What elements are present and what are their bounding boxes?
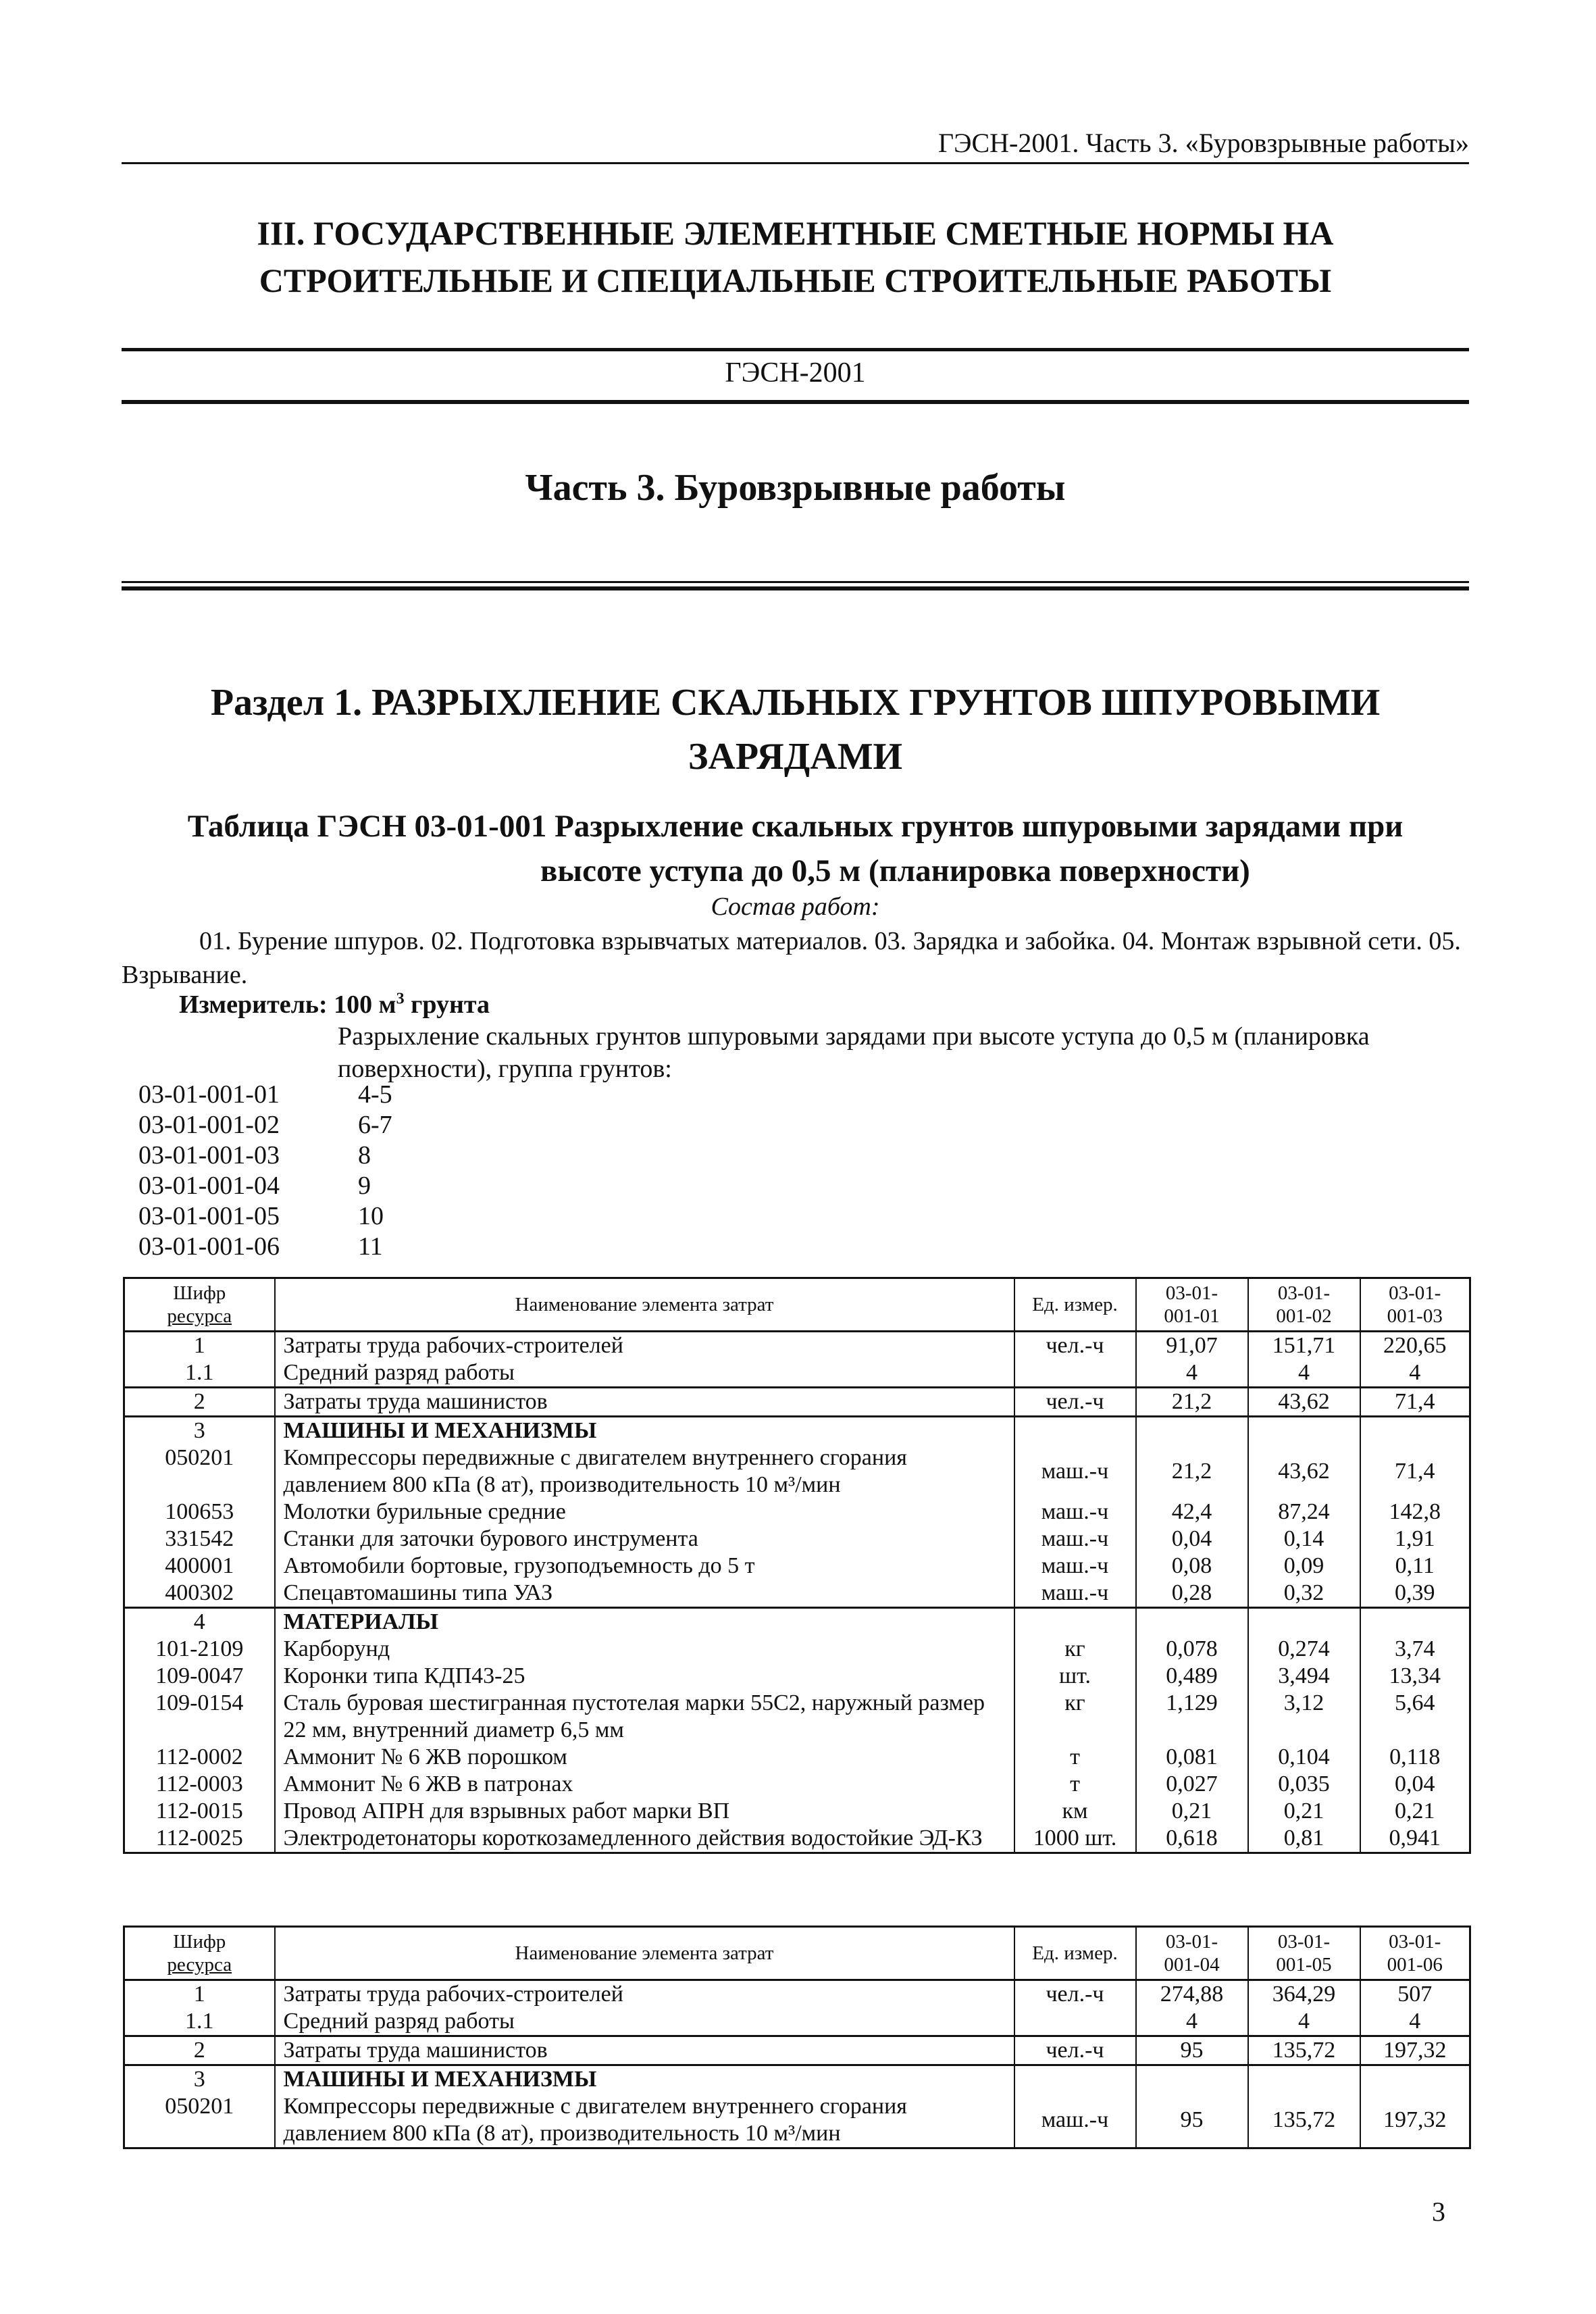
table-title-line2: высоте уступа до 0,5 м (планировка поверхности) xyxy=(540,853,1250,888)
resource-value: 4 xyxy=(1360,2008,1470,2036)
table-row xyxy=(124,1608,1470,1636)
table-row xyxy=(124,2093,1470,2148)
soil-group: 9 xyxy=(358,1172,371,1200)
table-row xyxy=(124,1444,1470,1499)
header-norm-column xyxy=(1136,1278,1248,1332)
table-row xyxy=(124,1499,1470,1526)
resource-unit xyxy=(1014,1417,1136,1445)
resource-value: 43,62 xyxy=(1248,1444,1360,1499)
resource-code: 331542 xyxy=(124,1526,275,1553)
resource-code: 101-2109 xyxy=(124,1636,275,1663)
header-code-line2: ресурса xyxy=(167,1954,232,1976)
resource-name: Средний разряд работы xyxy=(275,2008,1014,2036)
table-row xyxy=(124,1388,1470,1417)
resource-unit xyxy=(1014,1359,1136,1388)
resource-unit: маш.-ч xyxy=(1014,1580,1136,1608)
resource-unit: чел.-ч xyxy=(1014,1332,1136,1360)
resource-value: 507 xyxy=(1360,1980,1470,2009)
resource-name: МАТЕРИАЛЫ xyxy=(275,1608,1014,1636)
resource-unit xyxy=(1014,2065,1136,2094)
resource-unit: кг xyxy=(1014,1636,1136,1663)
resource-value: 0,14 xyxy=(1248,1526,1360,1553)
table-row xyxy=(124,1825,1470,1853)
header-rule xyxy=(122,162,1469,164)
resource-table-1 xyxy=(123,1277,1471,1854)
resource-value: 0,274 xyxy=(1248,1636,1360,1663)
resource-name: Аммонит № 6 ЖВ в патронах xyxy=(275,1771,1014,1798)
code-row xyxy=(138,1171,392,1201)
resource-value: 0,035 xyxy=(1248,1771,1360,1798)
resource-name: Коронки типа КДП43-25 xyxy=(275,1663,1014,1690)
resource-unit xyxy=(1014,2008,1136,2036)
header-norm-column xyxy=(1136,1927,1248,1980)
resource-value: 364,29 xyxy=(1248,1980,1360,2009)
header-name: Наименование элемента затрат xyxy=(275,1927,1014,1980)
resource-value: 0,04 xyxy=(1360,1771,1470,1798)
header-code xyxy=(124,1927,275,1980)
table-row xyxy=(124,1417,1470,1445)
resource-code: 1.1 xyxy=(124,2008,275,2036)
code-row xyxy=(138,1140,392,1171)
unit-label-prefix: Измеритель: 100 м xyxy=(179,990,396,1019)
header-norm-line1: 03-01- xyxy=(1389,1931,1441,1953)
resource-unit: маш.-ч xyxy=(1014,1526,1136,1553)
table-header-row xyxy=(124,1278,1470,1332)
resource-value xyxy=(1248,2065,1360,2094)
header-unit: Ед. измер. xyxy=(1014,1927,1136,1980)
resource-unit xyxy=(1014,1608,1136,1636)
resource-value: 0,618 xyxy=(1136,1825,1248,1853)
resource-value: 4 xyxy=(1248,1359,1360,1388)
resource-value: 0,39 xyxy=(1360,1580,1470,1608)
table-row xyxy=(124,1359,1470,1388)
resource-unit: чел.-ч xyxy=(1014,2036,1136,2065)
norm-code: 03-01-001-06 xyxy=(138,1232,280,1261)
resource-unit: маш.-ч xyxy=(1014,1499,1136,1526)
header-norm-column xyxy=(1248,1927,1360,1980)
part-rule-1 xyxy=(122,581,1469,583)
resource-name: МАШИНЫ И МЕХАНИЗМЫ xyxy=(275,1417,1014,1445)
resource-name: Средний разряд работы xyxy=(275,1359,1014,1388)
table-row xyxy=(124,1798,1470,1825)
resource-value: 197,32 xyxy=(1360,2093,1470,2148)
resource-value: 4 xyxy=(1248,2008,1360,2036)
header-norm-line2: 001-02 xyxy=(1276,1305,1332,1327)
resource-value: 1,129 xyxy=(1136,1690,1248,1744)
resource-name: Аммонит № 6 ЖВ порошком xyxy=(275,1744,1014,1771)
resource-code: 112-0025 xyxy=(124,1825,275,1853)
chapter-title-line1: Раздел 1. РАЗРЫХЛЕНИЕ СКАЛЬНЫХ ГРУНТОВ ШПУРОВЫМИ xyxy=(210,682,1381,724)
soil-group: 10 xyxy=(358,1202,384,1230)
code-row xyxy=(138,1201,392,1232)
resource-unit: чел.-ч xyxy=(1014,1388,1136,1417)
resource-name: Провод АПРН для взрывных работ марки ВП xyxy=(275,1798,1014,1825)
table-row xyxy=(124,1980,1470,2009)
running-header: ГЭСН-2001. Часть 3. «Буровзрывные работы» xyxy=(937,128,1469,158)
header-norm-line1: 03-01- xyxy=(1165,1282,1218,1304)
page-number: 3 xyxy=(1432,2196,1445,2227)
table-row xyxy=(124,1636,1470,1663)
resource-value xyxy=(1360,1608,1470,1636)
resource-value: 21,2 xyxy=(1136,1444,1248,1499)
code-row xyxy=(138,1232,392,1262)
norm-code: 03-01-001-01 xyxy=(138,1080,280,1109)
header-norm-line1: 03-01- xyxy=(1277,1931,1331,1953)
resource-value: 0,09 xyxy=(1248,1553,1360,1580)
header-norm-line2: 001-04 xyxy=(1164,1954,1220,1976)
table-row xyxy=(124,1771,1470,1798)
resource-code: 2 xyxy=(124,2036,275,2065)
soil-group: 6-7 xyxy=(358,1111,392,1139)
norm-code: 03-01-001-02 xyxy=(138,1111,280,1139)
resource-name: Молотки бурильные средние xyxy=(275,1499,1014,1526)
resource-value xyxy=(1360,1417,1470,1445)
resource-unit: чел.-ч xyxy=(1014,1980,1136,2009)
resource-name: Компрессоры передвижные с двигателем внутреннего сгорания давлением 800 кПа (8 ат), производительность 10 м³/мин xyxy=(275,1444,1014,1499)
resource-value: 0,21 xyxy=(1248,1798,1360,1825)
resource-value: 197,32 xyxy=(1360,2036,1470,2065)
table-row xyxy=(124,1553,1470,1580)
section-title-line1: III. ГОСУДАРСТВЕННЫЕ ЭЛЕМЕНТНЫЕ СМЕТНЫЕ НОРМЫ НА xyxy=(257,214,1334,252)
resource-value xyxy=(1360,2065,1470,2094)
chapter-title-line2: ЗАРЯДАМИ xyxy=(688,736,903,778)
header-norm-line2: 001-06 xyxy=(1387,1954,1443,1976)
resource-value: 142,8 xyxy=(1360,1499,1470,1526)
code-row xyxy=(138,1080,392,1110)
table-title xyxy=(122,804,1469,893)
resource-value xyxy=(1248,1417,1360,1445)
resource-value xyxy=(1136,1417,1248,1445)
resource-unit: 1000 шт. xyxy=(1014,1825,1136,1853)
resource-value: 0,28 xyxy=(1136,1580,1248,1608)
resource-value: 0,941 xyxy=(1360,1825,1470,1853)
resource-code: 100653 xyxy=(124,1499,275,1526)
resource-value: 0,21 xyxy=(1136,1798,1248,1825)
resource-value: 0,11 xyxy=(1360,1553,1470,1580)
resource-name: Автомобили бортовые, грузоподъемность до 5 т xyxy=(275,1553,1014,1580)
resource-code: 109-0154 xyxy=(124,1690,275,1744)
resource-value: 71,4 xyxy=(1360,1444,1470,1499)
header-code xyxy=(124,1278,275,1332)
resource-value: 4 xyxy=(1136,2008,1248,2036)
resource-unit: маш.-ч xyxy=(1014,1444,1136,1499)
resource-name: Затраты труда рабочих-строителей xyxy=(275,1332,1014,1360)
table-row xyxy=(124,1332,1470,1360)
soil-group: 11 xyxy=(358,1232,383,1261)
resource-name: Затраты труда машинистов xyxy=(275,2036,1014,2065)
resource-name: Карборунд xyxy=(275,1636,1014,1663)
resource-code: 1 xyxy=(124,1332,275,1360)
unit-label-suffix: грунта xyxy=(404,990,490,1019)
gesn-rule-top xyxy=(122,348,1469,351)
resource-unit: шт. xyxy=(1014,1663,1136,1690)
codes-list xyxy=(138,1080,392,1262)
soil-group: 8 xyxy=(358,1141,371,1169)
resource-unit: маш.-ч xyxy=(1014,2093,1136,2148)
norm-code: 03-01-001-04 xyxy=(138,1172,280,1200)
resource-code: 112-0015 xyxy=(124,1798,275,1825)
resource-value: 13,34 xyxy=(1360,1663,1470,1690)
resource-value: 0,489 xyxy=(1136,1663,1248,1690)
unit-label-sup: 3 xyxy=(396,990,405,1008)
work-composition-text: 01. Бурение шпуров. 02. Подготовка взрывчатых материалов. 03. Зарядка и забойка. 04. Монтаж взрывной сети. 05. Взрывание. xyxy=(122,927,1461,989)
resource-name: Станки для заточки бурового инструмента xyxy=(275,1526,1014,1553)
table-row xyxy=(124,2036,1470,2065)
header-norm-line2: 001-05 xyxy=(1276,1954,1332,1976)
resource-value: 42,4 xyxy=(1136,1499,1248,1526)
header-norm-line1: 03-01- xyxy=(1277,1282,1331,1304)
resource-value: 135,72 xyxy=(1248,2036,1360,2065)
resource-unit: т xyxy=(1014,1771,1136,1798)
gesn-rule-bottom xyxy=(122,400,1469,404)
resource-value: 0,078 xyxy=(1136,1636,1248,1663)
resource-value: 3,12 xyxy=(1248,1690,1360,1744)
resource-code: 400001 xyxy=(124,1553,275,1580)
resource-value: 1,91 xyxy=(1360,1526,1470,1553)
resource-value: 0,081 xyxy=(1136,1744,1248,1771)
resource-unit: т xyxy=(1014,1744,1136,1771)
part-rule-2 xyxy=(122,586,1469,590)
resource-code: 2 xyxy=(124,1388,275,1417)
table-row xyxy=(124,1580,1470,1608)
resource-code: 109-0047 xyxy=(124,1663,275,1690)
resource-value: 0,32 xyxy=(1248,1580,1360,1608)
resource-value: 3,74 xyxy=(1360,1636,1470,1663)
header-norm-column xyxy=(1360,1278,1470,1332)
resource-unit: км xyxy=(1014,1798,1136,1825)
header-code-line2: ресурса xyxy=(167,1305,232,1327)
gesn-label: ГЭСН-2001 xyxy=(725,357,866,388)
part-title: Часть 3. Буровзрывные работы xyxy=(525,467,1066,509)
resource-value: 5,64 xyxy=(1360,1690,1470,1744)
resource-code: 112-0003 xyxy=(124,1771,275,1798)
resource-name: Спецавтомашины типа УАЗ xyxy=(275,1580,1014,1608)
resource-value: 87,24 xyxy=(1248,1499,1360,1526)
resource-code: 3 xyxy=(124,2065,275,2094)
table-row xyxy=(124,2008,1470,2036)
resource-value: 0,81 xyxy=(1248,1825,1360,1853)
header-norm-line2: 001-01 xyxy=(1164,1305,1220,1327)
resource-value: 274,88 xyxy=(1136,1980,1248,2009)
resource-code: 112-0002 xyxy=(124,1744,275,1771)
header-norm-column xyxy=(1248,1278,1360,1332)
soil-group: 4-5 xyxy=(358,1080,392,1109)
resource-code: 3 xyxy=(124,1417,275,1445)
resource-name: Компрессоры передвижные с двигателем внутреннего сгорания давлением 800 кПа (8 ат), производительность 10 м³/мин xyxy=(275,2093,1014,2148)
table-row xyxy=(124,2065,1470,2094)
code-row xyxy=(138,1110,392,1140)
resource-value: 4 xyxy=(1136,1359,1248,1388)
resource-code: 050201 xyxy=(124,2093,275,2148)
resource-value xyxy=(1136,1608,1248,1636)
resource-value: 95 xyxy=(1136,2036,1248,2065)
resource-code: 1.1 xyxy=(124,1359,275,1388)
header-unit: Ед. измер. xyxy=(1014,1278,1136,1332)
resource-unit: кг xyxy=(1014,1690,1136,1744)
header-norm-line1: 03-01- xyxy=(1165,1931,1218,1953)
norm-code: 03-01-001-03 xyxy=(138,1141,280,1169)
resource-value: 0,04 xyxy=(1136,1526,1248,1553)
table-row xyxy=(124,1663,1470,1690)
header-norm-line2: 001-03 xyxy=(1387,1305,1443,1327)
resource-code: 400302 xyxy=(124,1580,275,1608)
resource-name: Сталь буровая шестигранная пустотелая марки 55С2, наружный размер 22 мм, внутренний диаметр 6,5 мм xyxy=(275,1690,1014,1744)
resource-name: Затраты труда машинистов xyxy=(275,1388,1014,1417)
resource-value: 4 xyxy=(1360,1359,1470,1388)
resource-name: Электродетонаторы короткозамедленного действия водостойкие ЭД-КЗ xyxy=(275,1825,1014,1853)
resource-name: Затраты труда рабочих-строителей xyxy=(275,1980,1014,2009)
resource-value: 135,72 xyxy=(1248,2093,1360,2148)
work-composition-label: Состав работ: xyxy=(711,892,880,921)
unit-label xyxy=(179,990,490,1020)
resource-value: 3,494 xyxy=(1248,1663,1360,1690)
resource-code: 1 xyxy=(124,1980,275,2009)
resource-value: 71,4 xyxy=(1360,1388,1470,1417)
table-row xyxy=(124,1690,1470,1744)
chapter-title xyxy=(122,676,1469,784)
resource-value: 21,2 xyxy=(1136,1388,1248,1417)
resource-value: 95 xyxy=(1136,2093,1248,2148)
norm-description: Разрыхление скальных грунтов шпуровыми зарядами при высоте уступа до 0,5 м (планировка поверхности), группа грунтов: xyxy=(338,1022,1370,1083)
header-name: Наименование элемента затрат xyxy=(275,1278,1014,1332)
resource-unit: маш.-ч xyxy=(1014,1553,1136,1580)
table-header-row xyxy=(124,1927,1470,1980)
resource-value: 0,104 xyxy=(1248,1744,1360,1771)
header-norm-column xyxy=(1360,1927,1470,1980)
resource-code: 4 xyxy=(124,1608,275,1636)
resource-value: 220,65 xyxy=(1360,1332,1470,1360)
header-code-line1: Шифр xyxy=(173,1282,226,1304)
table-row xyxy=(124,1744,1470,1771)
resource-table-2 xyxy=(123,1926,1471,2149)
resource-code: 050201 xyxy=(124,1444,275,1499)
resource-value xyxy=(1136,2065,1248,2094)
resource-value: 0,08 xyxy=(1136,1553,1248,1580)
section-title-line2: СТРОИТЕЛЬНЫЕ И СПЕЦИАЛЬНЫЕ СТРОИТЕЛЬНЫЕ РАБОТЫ xyxy=(259,261,1332,299)
table-row xyxy=(124,1526,1470,1553)
resource-value: 0,027 xyxy=(1136,1771,1248,1798)
resource-name: МАШИНЫ И МЕХАНИЗМЫ xyxy=(275,2065,1014,2094)
resource-value: 0,21 xyxy=(1360,1798,1470,1825)
header-norm-line1: 03-01- xyxy=(1389,1282,1441,1304)
section-title xyxy=(122,209,1469,304)
resource-value: 0,118 xyxy=(1360,1744,1470,1771)
resource-value xyxy=(1248,1608,1360,1636)
resource-value: 43,62 xyxy=(1248,1388,1360,1417)
table-title-line1: Таблица ГЭСН 03-01-001 Разрыхление скальных грунтов шпуровыми зарядами при xyxy=(187,809,1404,844)
header-code-line1: Шифр xyxy=(173,1931,226,1953)
resource-value: 151,71 xyxy=(1248,1332,1360,1360)
norm-code: 03-01-001-05 xyxy=(138,1202,280,1230)
resource-value: 91,07 xyxy=(1136,1332,1248,1360)
